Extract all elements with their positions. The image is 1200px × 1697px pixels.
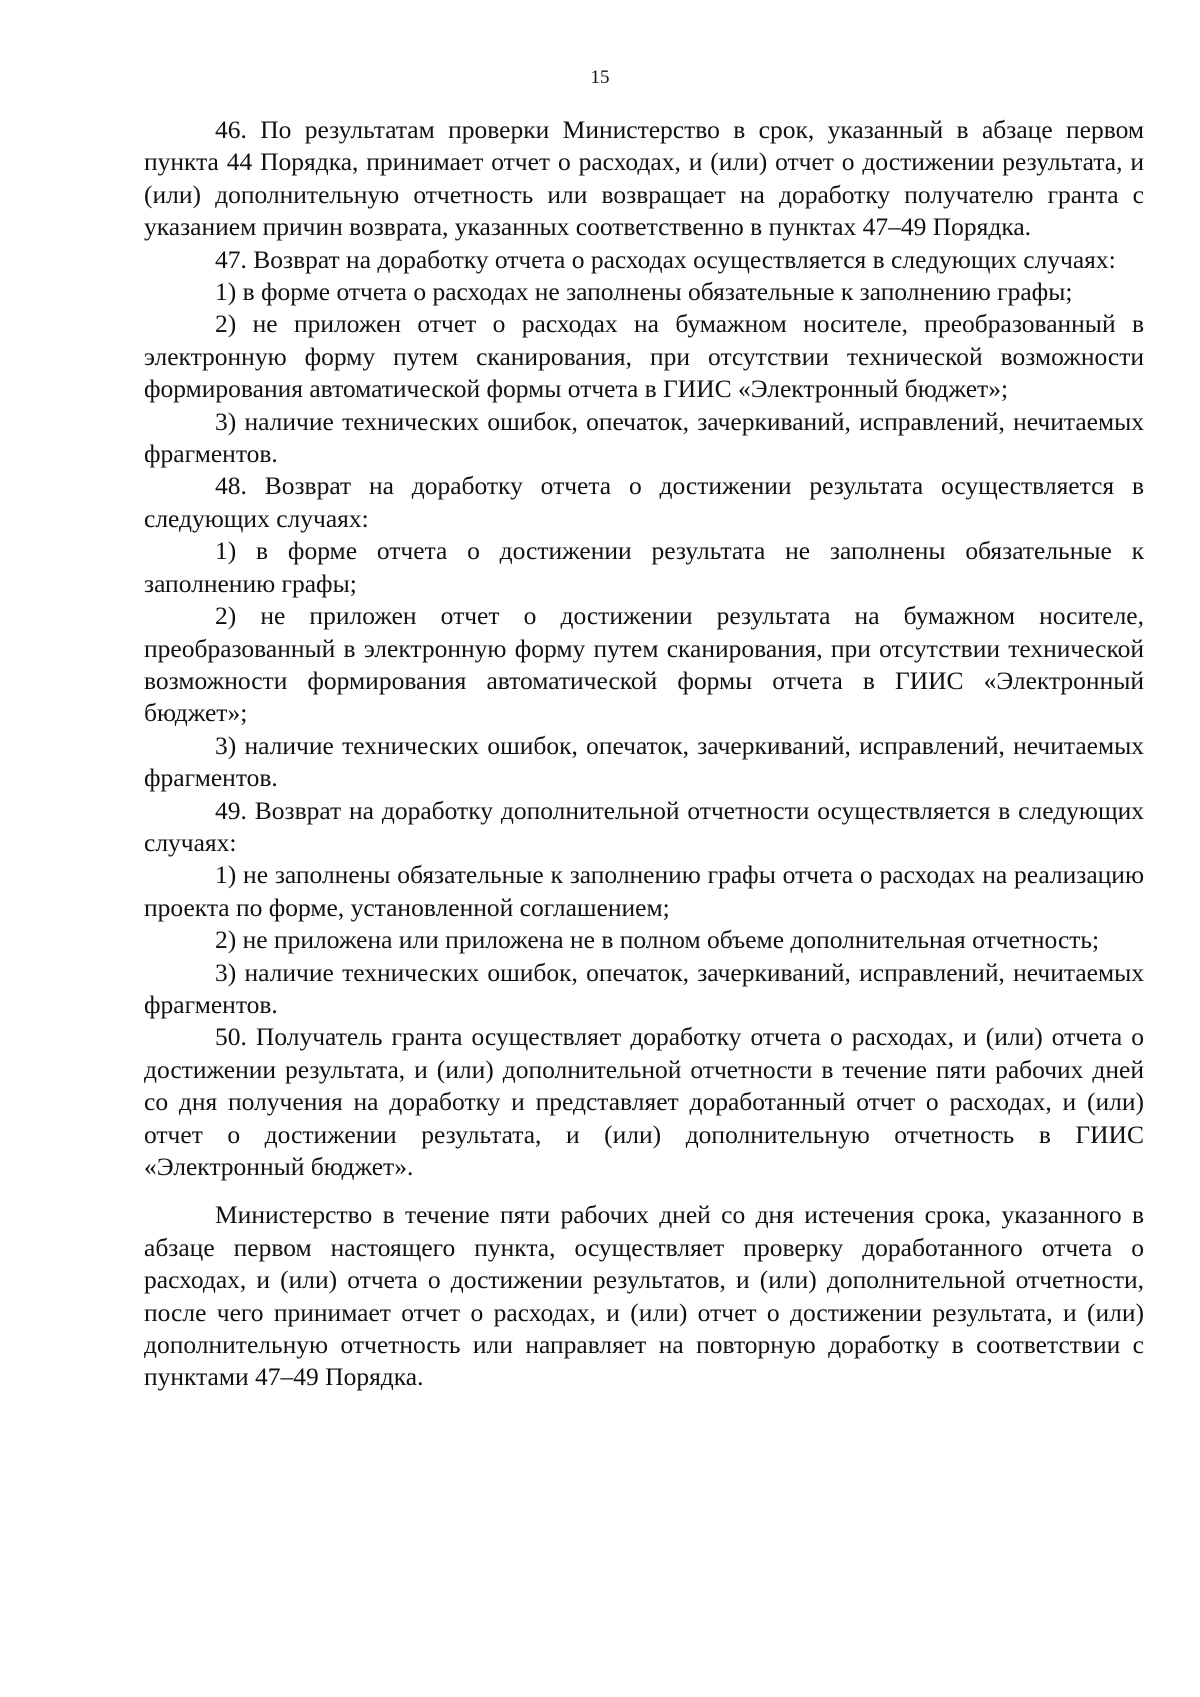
paragraph-49-item-2: 2) не приложена или приложена не в полном объеме дополнительная отчетность;	[215, 925, 1100, 955]
paragraph-46: 46. По результатам проверки Министерство в срок, указанный в абзаце первом пункта 44 Порядка, принимает отчет о расходах, и (или) отчет о достижении результата, и (или) дополнительную отчетность или возвращает на доработку получателю гранта с указанием причин возврата, указанных соответственно в пунктах 47–49 Порядка.	[144, 115, 1144, 242]
paragraph-47: 47. Возврат на доработку отчета о расходах осуществляется в следующих случаях:	[215, 244, 1116, 274]
paragraph-49-item-1: 1) не заполнены обязательные к заполнению графы отчета о расходах на реализацию проекта по форме, установленной соглашением;	[144, 860, 1144, 922]
paragraph-49-item-3: 3) наличие технических ошибок, опечаток, зачеркиваний, исправлений, нечитаемых фрагментов.	[144, 957, 1144, 1019]
paragraph-49: 49. Возврат на доработку дополнительной отчетности осуществляется в следующих случаях:	[144, 795, 1144, 857]
paragraph-48-item-1: 1) в форме отчета о достижении результата не заполнены обязательные к заполнению графы;	[144, 536, 1144, 598]
paragraph-48-item-2: 2) не приложен отчет о достижении результата на бумажном носителе, преобразованный в электронную форму путем сканирования, при отсутствии технической возможности формирования автоматической формы отчета в ГИИС «Электронный бюджет»;	[144, 601, 1144, 728]
document-body	[144, 114, 1144, 1394]
paragraph-47-item-3: 3) наличие технических ошибок, опечаток, зачеркиваний, исправлений, нечитаемых фрагментов.	[144, 406, 1144, 469]
paragraph-48: 48. Возврат на доработку отчета о достижении результата осуществляется в следующих случаях:	[144, 471, 1144, 533]
paragraph-48-item-3: 3) наличие технических ошибок, опечаток, зачеркиваний, исправлений, нечитаемых фрагментов.	[144, 730, 1144, 793]
paragraph-47-item-2: 2) не приложен отчет о расходах на бумажном носителе, преобразованный в электронную форму путем сканирования, при отсутствии технической возможности формирования автоматической формы отчета в ГИИС «Электронный бюджет»;	[144, 309, 1144, 404]
page-number: 15	[590, 67, 610, 88]
paragraph-47-item-1: 1) в форме отчета о расходах не заполнены обязательные к заполнению графы;	[215, 277, 1073, 307]
paragraph-50: 50. Получатель гранта осуществляет доработку отчета о расходах, и (или) отчета о достижении результата, и (или) дополнительной отчетности в течение пяти рабочих дней со дня получения на доработку и представляет доработанный отчет о расходах, и (или) отчет о достижении результата, и (или) дополнительную отчетность в ГИИС «Электронный бюджет».	[144, 1022, 1144, 1181]
paragraph-50-continuation: Министерство в течение пяти рабочих дней со дня истечения срока, указанного в абзаце первом настоящего пункта, осуществляет проверку доработанного отчета о расходах, и (или) отчета о достижении результатов, и (или) дополнительной отчетности, после чего принимает отчет о расходах, и (или) отчет о достижении результата, и (или) дополнительную отчетность или направляет на повторную доработку в соответствии с пунктами 47–49 Порядка.	[144, 1200, 1144, 1392]
